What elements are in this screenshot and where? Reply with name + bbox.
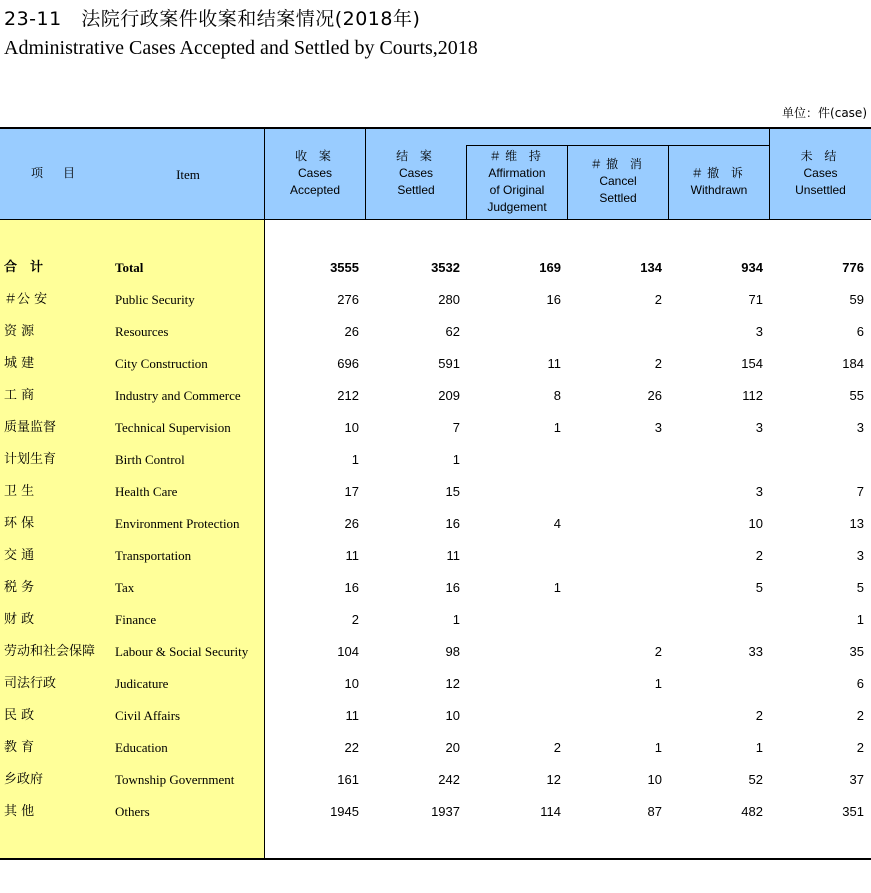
header-affirmation: ＃维 持 Affirmation of Original Judgement: [487, 149, 547, 214]
cell-unsettled: 59: [849, 292, 864, 307]
cell-accepted: 104: [337, 644, 359, 659]
unit-label: 单位：件(case): [782, 106, 867, 120]
table-row: [0, 316, 871, 348]
cell-settled: 16: [445, 580, 460, 595]
cell-unsettled: 3: [856, 548, 864, 563]
cell-settled: 15: [445, 484, 460, 499]
row-label-cn: 民 政: [4, 708, 35, 723]
cell-accepted: 17: [344, 484, 359, 499]
cell-withdrawn: 1: [755, 740, 763, 755]
cell-affirm: 1: [553, 580, 561, 595]
table-bottom-border: [0, 858, 871, 860]
table-row: [0, 668, 871, 700]
cell-accepted: 1945: [330, 804, 359, 819]
row-label-en: City Construction: [115, 356, 208, 371]
cell-settled: 62: [445, 324, 460, 339]
cell-cancel: 26: [647, 388, 662, 403]
cell-settled: 11: [446, 548, 460, 563]
cell-affirm: 8: [553, 388, 561, 403]
cell-unsettled: 35: [849, 644, 864, 659]
table-row: [0, 572, 871, 604]
row-label-cn: 环 保: [4, 516, 35, 531]
cell-withdrawn: 3: [755, 484, 763, 499]
cell-affirm: 16: [546, 292, 561, 307]
row-label-en: Tax: [115, 580, 135, 595]
cell-accepted: 26: [344, 324, 359, 339]
cell-affirm: 2: [553, 740, 561, 755]
cell-settled: 242: [438, 772, 460, 787]
row-label-en: Education: [115, 740, 168, 755]
cell-affirm: 169: [539, 260, 561, 275]
cell-accepted: 1: [351, 452, 359, 467]
row-label-en: Civil Affairs: [115, 708, 181, 723]
row-label-en: Resources: [115, 324, 169, 339]
row-label-en: Total: [115, 260, 144, 275]
cell-withdrawn: 154: [741, 356, 763, 371]
cell-unsettled: 37: [849, 772, 864, 787]
row-label-en: Environment Protection: [115, 516, 240, 531]
cell-settled: 16: [445, 516, 460, 531]
row-label-cn: 乡政府: [4, 772, 44, 787]
cell-cancel: 3: [654, 420, 662, 435]
row-label-cn: 教 育: [4, 740, 35, 755]
table-row: [0, 700, 871, 732]
row-label-cn: 工 商: [4, 388, 35, 403]
cell-cancel: 134: [640, 260, 662, 275]
row-label-cn: 资 源: [4, 324, 35, 339]
table-top-border: [0, 127, 871, 129]
cell-withdrawn: 52: [748, 772, 763, 787]
row-label-en: Industry and Commerce: [115, 388, 241, 403]
row-label-en: Birth Control: [115, 452, 185, 467]
cell-settled: 12: [445, 676, 460, 691]
cell-withdrawn: 2: [755, 548, 763, 563]
page-title-en: Administrative Cases Accepted and Settled by Courts,2018: [4, 37, 478, 59]
cell-accepted: 16: [344, 580, 359, 595]
table-row: [0, 732, 871, 764]
row-label-en: Township Government: [115, 772, 235, 787]
cell-cancel: 10: [647, 772, 662, 787]
header-cases-unsettled: 未 结 Cases Unsettled: [795, 149, 846, 197]
cell-unsettled: 7: [856, 484, 864, 499]
cell-unsettled: 776: [842, 260, 864, 275]
cell-accepted: 3555: [330, 260, 359, 275]
table-row: [0, 796, 871, 828]
row-label-en: Technical Supervision: [115, 420, 231, 435]
cell-accepted: 26: [344, 516, 359, 531]
cell-settled: 3532: [431, 260, 460, 275]
row-label-cn: 财 政: [4, 612, 35, 627]
cell-settled: 591: [438, 356, 460, 371]
row-label-en: Others: [115, 804, 150, 819]
cell-accepted: 11: [345, 548, 359, 563]
header-cases-settled: 结 案 Cases Settled: [396, 149, 436, 197]
cell-settled: 1: [452, 612, 460, 627]
table-row: [0, 444, 871, 476]
header-cases-accepted: 收 案 Cases Accepted: [289, 149, 341, 197]
cell-cancel: 87: [647, 804, 662, 819]
cell-withdrawn: 482: [741, 804, 763, 819]
cell-cancel: 2: [654, 356, 662, 371]
row-label-en: Health Care: [115, 484, 178, 499]
cell-affirm: 11: [547, 356, 561, 371]
cell-accepted: 10: [344, 676, 359, 691]
table-row: [0, 636, 871, 668]
row-label-cn: 劳动和社会保障: [4, 644, 96, 659]
cell-withdrawn: 934: [741, 260, 763, 275]
cell-cancel: 2: [654, 292, 662, 307]
cell-withdrawn: 2: [755, 708, 763, 723]
table-row: [0, 380, 871, 412]
cell-accepted: 276: [337, 292, 359, 307]
row-label-cn: 其 他: [4, 804, 35, 819]
page-title-cn: 23-11 法院行政案件收案和结案情况(2018年): [4, 8, 421, 30]
cell-cancel: 1: [654, 740, 662, 755]
cell-withdrawn: 5: [755, 580, 763, 595]
cell-unsettled: 2: [856, 740, 864, 755]
row-label-cn: 计划生育: [4, 452, 57, 467]
table-row: [0, 412, 871, 444]
cell-accepted: 161: [337, 772, 359, 787]
cell-withdrawn: 10: [748, 516, 763, 531]
cell-accepted: 10: [344, 420, 359, 435]
cell-accepted: 2: [351, 612, 359, 627]
row-label-en: Finance: [115, 612, 157, 627]
table-row: [0, 284, 871, 316]
table-row-total: [0, 252, 871, 284]
header-withdrawn: ＃撤 诉 Withdrawn: [690, 166, 748, 197]
cell-affirm: 4: [553, 516, 561, 531]
row-label-cn: 司法行政: [4, 676, 57, 691]
table-row: [0, 604, 871, 636]
cell-affirm: 1: [553, 420, 561, 435]
cell-unsettled: 13: [849, 516, 864, 531]
row-label-en: Public Security: [115, 292, 195, 307]
table-row: [0, 764, 871, 796]
cell-unsettled: 6: [856, 676, 864, 691]
cell-settled: 98: [445, 644, 460, 659]
header-bottom-border: [0, 219, 871, 220]
cell-unsettled: 2: [856, 708, 864, 723]
cell-accepted: 22: [344, 740, 359, 755]
cell-cancel: 2: [654, 644, 662, 659]
row-label-cn: 城 建: [4, 356, 35, 371]
cell-cancel: 1: [654, 676, 662, 691]
cell-accepted: 696: [337, 356, 359, 371]
subheader-border: [466, 145, 769, 146]
cell-withdrawn: 112: [742, 388, 763, 403]
row-label-en: Judicature: [115, 676, 169, 691]
cell-unsettled: 184: [842, 356, 864, 371]
cell-settled: 1: [452, 452, 460, 467]
cell-withdrawn: 3: [755, 324, 763, 339]
row-label-en: Transportation: [115, 548, 192, 563]
row-label-cn: 税 务: [4, 580, 35, 595]
row-label-cn: 合 计: [4, 260, 44, 275]
table-row: [0, 540, 871, 572]
header-item-en: Item: [176, 167, 200, 182]
cell-unsettled: 6: [856, 324, 864, 339]
cell-settled: 7: [452, 420, 460, 435]
row-label-cn: 质量监督: [4, 420, 57, 435]
cell-settled: 209: [438, 388, 460, 403]
cell-unsettled: 5: [856, 580, 864, 595]
cell-settled: 1937: [431, 804, 460, 819]
table-row: [0, 348, 871, 380]
table-row: [0, 476, 871, 508]
cell-withdrawn: 71: [748, 292, 763, 307]
cell-unsettled: 3: [856, 420, 864, 435]
cell-unsettled: 1: [856, 612, 864, 627]
row-label-cn: ＃公 安: [4, 292, 48, 307]
cell-withdrawn: 33: [748, 644, 763, 659]
header-cancel-settled: ＃撤 消 Cancel Settled: [590, 157, 646, 205]
cell-settled: 20: [445, 740, 460, 755]
cell-affirm: 12: [546, 772, 561, 787]
header-item-cn: 项 目: [30, 166, 79, 180]
row-label-cn: 交 通: [4, 548, 35, 563]
table-row: [0, 508, 871, 540]
cell-unsettled: 55: [849, 388, 864, 403]
cell-settled: 10: [445, 708, 460, 723]
cell-accepted: 11: [345, 708, 359, 723]
row-label-en: Labour & Social Security: [115, 644, 249, 659]
cell-accepted: 212: [337, 388, 359, 403]
cell-unsettled: 351: [842, 804, 864, 819]
cell-withdrawn: 3: [755, 420, 763, 435]
row-label-cn: 卫 生: [4, 484, 35, 499]
cell-settled: 280: [438, 292, 460, 307]
cell-affirm: 114: [540, 804, 561, 819]
